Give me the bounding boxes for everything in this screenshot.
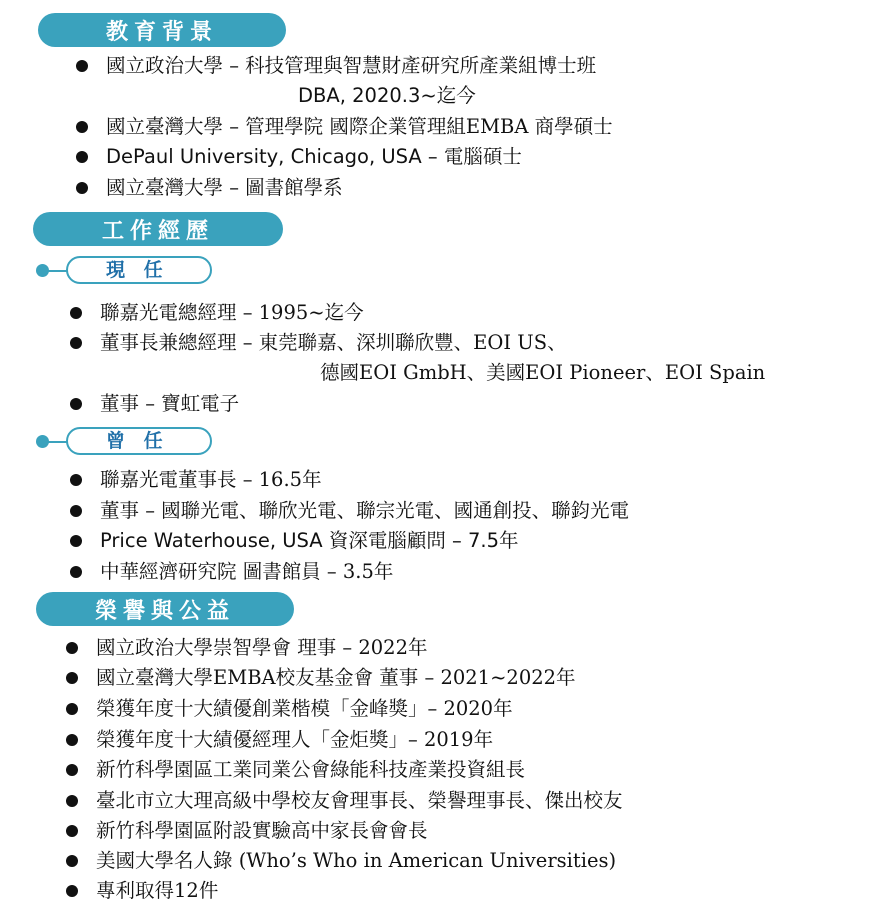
section-title: 工作經歷: [101, 217, 214, 244]
bullet-icon: [66, 672, 78, 684]
bullet-icon: [70, 535, 82, 547]
list-item-text: 國立政治大學 – 科技管理與智慧財產研究所產業組博士班: [106, 54, 597, 77]
list-item-text: 國立臺灣大學EMBA校友基金會 董事 – 2021~2022年: [96, 666, 576, 689]
list-item-text: 國立臺灣大學 – 圖書館學系: [106, 176, 343, 199]
section-title: 教育背景: [105, 18, 218, 45]
list-item-text: 榮獲年度十大績優創業楷模「金峰獎」– 2020年: [96, 697, 513, 720]
subsection-title: 現 任: [66, 256, 212, 284]
bullet-icon: [66, 885, 78, 897]
list-item-text: 臺北市立大理高級中學校友會理事長、榮譽理事長、傑出校友: [96, 789, 623, 812]
list-item-text: 美國大學名人錄 (Who’s Who in American Universities): [96, 849, 617, 872]
subsection-header-former: [36, 427, 218, 457]
bullet-icon: [70, 398, 82, 410]
list-item-continuation: DBA, 2020.3~迄今: [298, 84, 476, 107]
section-header-honors: [36, 592, 294, 626]
subsection-title: 曾 任: [66, 427, 212, 455]
bullet-icon: [66, 795, 78, 807]
bullet-icon: [76, 60, 88, 72]
bullet-icon: [66, 855, 78, 867]
list-item-text: 國立臺灣大學 – 管理學院 國際企業管理組EMBA 商學碩士: [106, 115, 613, 138]
bullet-icon: [66, 764, 78, 776]
bullet-icon: [70, 505, 82, 517]
bullet-icon: [66, 825, 78, 837]
bullet-icon: [70, 566, 82, 578]
bullet-icon: [66, 642, 78, 654]
list-item-text: 新竹科學園區附設實驗高中家長會會長: [96, 819, 428, 842]
bullet-icon: [76, 151, 88, 163]
list-item-text: Price Waterhouse, USA 資深電腦顧問 – 7.5年: [100, 529, 519, 552]
bullet-icon: [70, 337, 82, 349]
bullet-icon: [70, 307, 82, 319]
list-item-text: 聯嘉光電總經理 – 1995~迄今: [100, 301, 364, 324]
bullet-icon: [70, 474, 82, 486]
list-item-text: 國立政治大學崇智學會 理事 – 2022年: [96, 636, 428, 659]
list-item-text: DePaul University, Chicago, USA – 電腦碩士: [106, 145, 522, 168]
section-title: 榮譽與公益: [94, 597, 235, 624]
list-item-text: 中華經濟研究院 圖書館員 – 3.5年: [100, 560, 394, 583]
section-header-education: [38, 13, 286, 47]
bullet-icon: [66, 734, 78, 746]
list-item-text: 榮獲年度十大績優經理人「金炬獎」– 2019年: [96, 728, 494, 751]
list-item-text: 董事 – 國聯光電、聯欣光電、聯宗光電、國通創投、聯鈞光電: [100, 499, 630, 522]
bullet-icon: [76, 182, 88, 194]
section-header-work: [33, 212, 283, 246]
list-item-text: 董事 – 寶虹電子: [100, 392, 240, 415]
bullet-icon: [76, 121, 88, 133]
list-item-continuation: 德國EOI GmbH、美國EOI Pioneer、EOI Spain: [320, 361, 766, 384]
list-item-text: 專利取得12件: [96, 879, 219, 902]
list-item-text: 新竹科學園區工業同業公會綠能科技產業投資組長: [96, 758, 526, 781]
list-item-text: 董事長兼總經理 – 東莞聯嘉、深圳聯欣豐、EOI US、: [100, 331, 567, 354]
list-item-text: 聯嘉光電董事長 – 16.5年: [100, 468, 322, 491]
bullet-icon: [66, 703, 78, 715]
subsection-header-current: [36, 256, 218, 286]
